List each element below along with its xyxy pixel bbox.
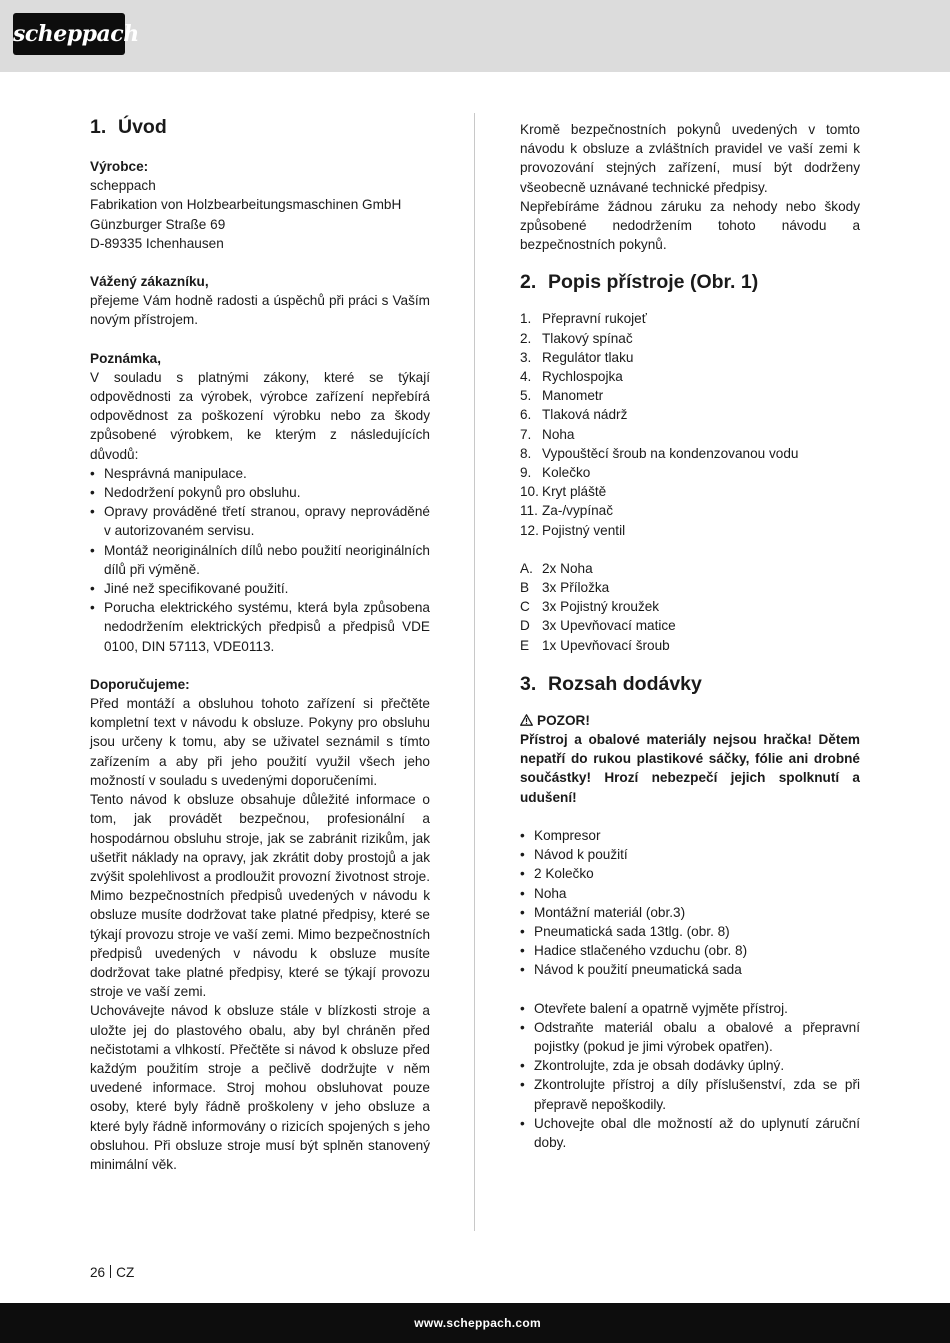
- list-item: 10. Kryt pláště: [520, 484, 607, 500]
- section-2-heading: 2. Popis přístroje (Obr. 1): [520, 271, 759, 294]
- customer-label: Vážený zákazníku,: [90, 274, 209, 290]
- list-item: • 2 Kolečko: [520, 864, 860, 883]
- note-label: Poznámka,: [90, 350, 162, 366]
- list-item: B 3x Příložka: [520, 580, 610, 596]
- list-item: • Hadice stlačeného vzduchu (obr. 8): [520, 941, 860, 960]
- list-item: • Nedodržení pokynů pro obsluhu.: [90, 483, 430, 502]
- intro-paragraph: Kromě bezpečnostních pokynů uvedených v tomto návodu k obsluze a zvláštních pravidel ve vaší zemi k provozování stejných zařízení, musí být dodrženy všeobecně uznávané technické předpisy.: [520, 122, 860, 195]
- delivery-list: [520, 826, 860, 980]
- list-item: • Noha: [520, 884, 860, 903]
- list-item: 12. Pojistný ventil: [520, 522, 626, 538]
- list-item: • Uchovejte obal dle možností až do uplynutí záruční doby.: [520, 1114, 860, 1152]
- parts-list: [520, 309, 860, 539]
- page-separator: [110, 1265, 111, 1278]
- footer-url-link[interactable]: www.scheppach.com: [414, 1316, 541, 1330]
- list-item: • Montáž neoriginálních dílů nebo použití neoriginálních dílů při výměně.: [90, 541, 430, 579]
- list-item: 9. Kolečko: [520, 465, 591, 481]
- list-item: • Návod k použití pneumatická sada: [520, 960, 860, 979]
- list-item: 5. Manometr: [520, 388, 604, 404]
- manufacturer-line: Fabrikation von Holzbearbeitungsmaschinen GmbH: [90, 197, 402, 213]
- list-item: 8. Vypouštěcí šroub na kondenzovanou vodu: [520, 445, 799, 461]
- section-3-heading: 3. Rozsah dodávky: [520, 672, 702, 695]
- recommend-label: Doporučujeme:: [90, 676, 190, 692]
- list-item: • Odstraňte materiál obalu a obalové a přepravní pojistky (pokud je jimi výrobek opatřen).: [520, 1018, 860, 1056]
- header-band: [0, 0, 950, 72]
- brand-logo: scheppach: [13, 13, 125, 55]
- manufacturer-line: D-89335 Ichenhausen: [90, 235, 224, 251]
- recommend-paragraph: Tento návod k obsluze obsahuje důležité informace o tom, jak provádět bezpečnou, profesionální a hospodárnou obsluhu stroje, jak se zabránit rizikům, jak ušetřit náklady na opravy, jak zkrátit doby prostojů a jak zvýšit spolehlivost a prodloužit provozní životnost stroje. Mimo bezpečnostních předpisů uvedených v návodu k obsluze musíte dodržovat take platné předpisy, které se týkají provozu stroje ve vaší zemi. Mimo bezpečnostních předpisů uvedených v návodu k obsluze musíte dodržovat take platné předpisy, které se týkají provozu stroje ve vaší zemi.: [90, 792, 430, 1000]
- list-item: D 3x Upevňovací matice: [520, 618, 676, 634]
- list-item: 2. Tlakový spínač: [520, 330, 633, 346]
- recommend-paragraph: Před montáží a obsluhou tohoto zařízení si přečtěte kompletní text v návodu k obsluze. Pokyny pro obsluhu jsou určeny k tomu, aby se uživatel seznámil s tímto zařízením a aby při jeho použití využil všech jeho možností v souladu s uvedenými doporučeními.: [90, 696, 430, 788]
- note-text: V souladu s platnými zákony, které se týkají odpovědnosti za výrobek, výrobce zařízení nepřebírá odpovědnost za poškození výrobku nebo za škody způsobené výrobkem, ke kterým z následujících důvodů:: [90, 369, 430, 462]
- list-item: • Kompresor: [520, 826, 860, 845]
- recommend-paragraph: Uchovávejte návod k obsluze stále v blízkosti stroje a uložte jej do plastového obalu, aby byl chráněn před nečistotami a vlhkostí. Přečtěte si návod k obsluze před každým použitím stroje a pečlivě dodržujte v něm uvedené informace. Stroj mohou obsluhovat pouze osoby, které byly řádně proškoleny v jeho obsluze a které byly řádně informovány o rizicích spojených s jeho obsluhou. Při obsluze stroje musí být splněn stanovený minimální věk.: [90, 1003, 430, 1172]
- list-item: 7. Noha: [520, 426, 575, 442]
- right-column: [520, 120, 860, 1152]
- intro-paragraph: Nepřebíráme žádnou záruku za nehody nebo škody způsobené nedodržením tohoto návodu a bezpečnostních pokynů.: [520, 198, 860, 253]
- list-item: 4. Rychlospojka: [520, 369, 623, 385]
- list-item: • Nesprávná manipulace.: [90, 464, 430, 483]
- list-item: 3. Regulátor tlaku: [520, 349, 634, 365]
- footer-band: [0, 1303, 950, 1343]
- list-item: E 1x Upevňovací šroub: [520, 637, 670, 653]
- warning-text: Přístroj a obalové materiály nejsou hračka! Dětem nepatří do rukou plastikové sáčky, fólie ani drobné součástky! Hrozí nebezpečí jejich spolknutí a udušení!: [520, 732, 860, 805]
- accessories-list: [520, 559, 860, 655]
- list-item: • Porucha elektrického systému, která byla způsobena nedodržením elektrických předpisů a předpisů VDE 0100, DIN 57113, VDE0113.: [90, 598, 430, 656]
- list-item: • Jiné než specifikované použití.: [90, 579, 430, 598]
- list-item: • Zkontrolujte, zda je obsah dodávky úplný.: [520, 1056, 860, 1075]
- left-column: [90, 114, 430, 1174]
- page-number: 26 CZ: [90, 1265, 135, 1280]
- list-item: 6. Tlaková nádrž: [520, 407, 628, 423]
- list-item: • Pneumatická sada 13tlg. (obr. 8): [520, 922, 860, 941]
- warning-label: POZOR!: [520, 711, 860, 730]
- list-item: 1. Přepravní rukojeť: [520, 311, 647, 327]
- list-item: C 3x Pojistný kroužek: [520, 599, 660, 615]
- list-item: • Zkontrolujte přístroj a díly příslušenství, zda se při přepravě nepoškodily.: [520, 1075, 860, 1113]
- list-item: 11. Za-/vypínač: [520, 503, 614, 519]
- warning-triangle-icon: [520, 711, 533, 730]
- note-bullet-list: [90, 464, 430, 656]
- customer-text: přejeme Vám hodně radosti a úspěchů při práci s Vaším novým přístrojem.: [90, 293, 430, 328]
- manufacturer-label: Výrobce:: [90, 159, 149, 174]
- list-item: • Montážní materiál (obr.3): [520, 903, 860, 922]
- list-item: A. 2x Noha: [520, 560, 593, 576]
- list-item: • Návod k použití: [520, 845, 860, 864]
- manufacturer-line: scheppach: [90, 178, 156, 194]
- section-1-heading: 1. Úvod: [90, 116, 167, 138]
- column-divider: [474, 113, 475, 1231]
- list-item: • Opravy prováděné třetí stranou, opravy neprováděné v autorizovaném servisu.: [90, 502, 430, 540]
- manufacturer-line: Günzburger Straße 69: [90, 216, 226, 232]
- unpacking-list: [520, 999, 860, 1153]
- list-item: • Otevřete balení a opatrně vyjměte přístroj.: [520, 999, 860, 1018]
